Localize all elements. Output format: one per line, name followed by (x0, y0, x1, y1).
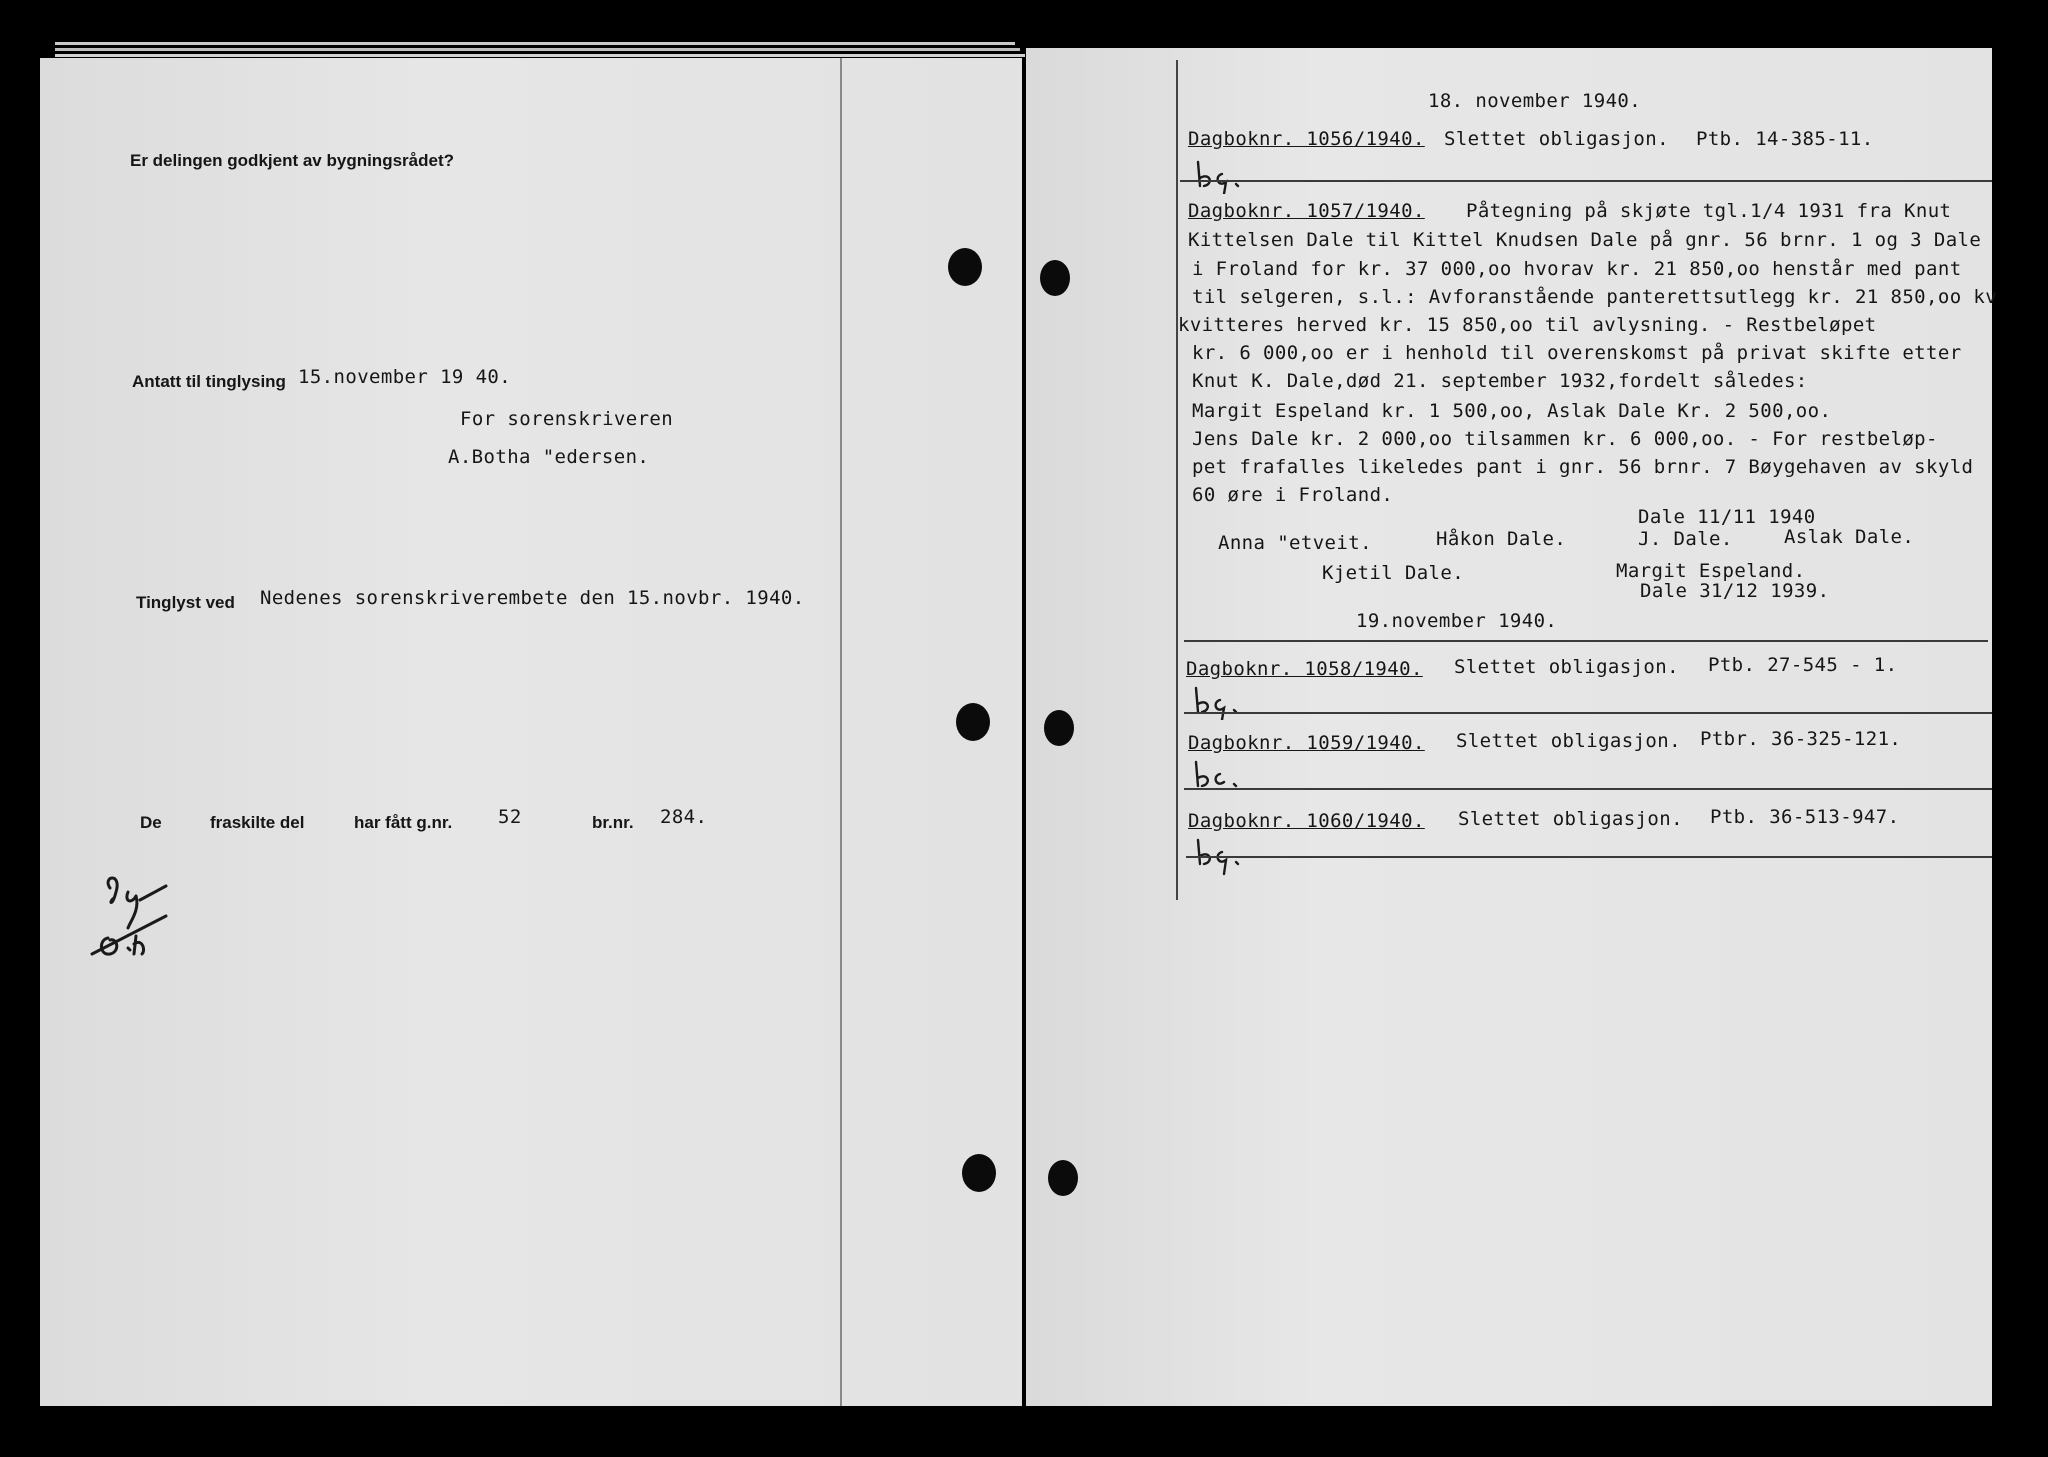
gnr-value: 52 (498, 806, 522, 828)
date-heading-1: 18. november 1940. (1428, 90, 1642, 112)
signature-j-dale: J. Dale. (1638, 528, 1733, 550)
signature-aslak: Aslak Dale. (1784, 526, 1915, 548)
entry-1059-number: Dagboknr. 1059/1940. (1188, 732, 1425, 754)
entry-1057-number: Dagboknr. 1057/1940. (1188, 200, 1425, 222)
entry-1057-line-8: Margit Espeland kr. 1 500,oo, Aslak Dale Kr. 2 500,oo. (1192, 400, 1832, 422)
rule (1180, 180, 1992, 182)
punch-hole (1044, 710, 1074, 746)
antatt-date: 15.november 19 40. (298, 366, 512, 388)
signature-anna: Anna "etveit. (1218, 532, 1372, 554)
place-date-2: Dale 31/12 1939. (1640, 580, 1830, 602)
place-date-1: Dale 11/11 1940 (1638, 506, 1816, 528)
signature-kjetil: Kjetil Dale. (1322, 562, 1465, 584)
entry-1058-text: Slettet obligasjon. (1454, 656, 1679, 678)
punch-hole (962, 1154, 996, 1192)
margin-line (1176, 60, 1178, 900)
entry-1057-line-11: 60 øre i Froland. (1192, 484, 1394, 506)
punch-hole (956, 703, 990, 741)
punch-hole (948, 248, 982, 286)
entry-1059-text: Slettet obligasjon. (1456, 730, 1681, 752)
signature-hakon: Håkon Dale. (1436, 528, 1567, 550)
entry-1057-line-10: pet frafalles likeledes pant i gnr. 56 brnr. 7 Bøygehaven av skyld (1192, 456, 1974, 478)
har-fatt-label: har fått g.nr. (354, 813, 453, 832)
for-sorenskriveren: For sorenskriveren (460, 408, 674, 430)
fraskilte-label: fraskilte del (210, 813, 305, 832)
brnr-value: 284. (660, 806, 708, 828)
entry-1057-line-3: i Froland for kr. 37 000,oo hvorav kr. 21 850,oo henstår med pant (1192, 258, 1962, 280)
punch-hole (1040, 260, 1070, 296)
de-label: De (140, 813, 162, 832)
page-edge (55, 48, 1020, 51)
entry-1057-line-7: Knut K. Dale,død 21. september 1932,fordelt således: (1192, 370, 1808, 392)
brnr-label: br.nr. (592, 813, 634, 832)
tinglyst-text: Nedenes sorenskriverembete den 15.novbr. 1940. (260, 587, 805, 609)
entry-1056-text: Slettet obligasjon. (1444, 128, 1669, 150)
entry-1057-line-5: kvitteres herved kr. 15 850,oo til avlysning. - Restbeløpet (1178, 314, 1877, 336)
entry-1060-ptb: Ptb. 36-513-947. (1710, 806, 1900, 828)
entry-1057-line-6: kr. 6 000,oo er i henhold til overenskomst på privat skifte etter (1192, 342, 1962, 364)
handwritten-mark (1192, 158, 1252, 194)
entry-1057-line-1: Påtegning på skjøte tgl.1/4 1931 fra Knut (1466, 200, 1952, 222)
entry-1058-number: Dagboknr. 1058/1940. (1186, 658, 1423, 680)
signature-margit: Margit Espeland. (1616, 560, 1806, 582)
margin-line (840, 58, 842, 1406)
entry-1060-text: Slettet obligasjon. (1458, 808, 1683, 830)
date-heading-2: 19.november 1940. (1356, 610, 1558, 632)
handwritten-mark (1190, 684, 1250, 720)
punch-hole (1048, 1160, 1078, 1196)
left-page (40, 58, 1022, 1406)
tinglyst-label: Tinglyst ved (136, 593, 235, 612)
entry-1057-line-2: Kittelsen Dale til Kittel Knudsen Dale på gnr. 56 brnr. 1 og 3 Dale (1188, 229, 1982, 251)
entry-1060-number: Dagboknr. 1060/1940. (1188, 810, 1425, 832)
entry-1059-ptb: Ptbr. 36-325-121. (1700, 728, 1902, 750)
page-edge (55, 42, 1015, 45)
entry-1056-ptb: Ptb. 14-385-11. (1696, 128, 1874, 150)
rule (1184, 788, 1992, 790)
entry-1057-line-4: til selgeren, s.l.: Avforanstående panterettsutlegg kr. 21 850,oo kv (1192, 286, 1998, 308)
rule (1186, 856, 1992, 858)
right-page (1026, 48, 1998, 1406)
approval-question: Er delingen godkjent av bygningsrådet? (130, 151, 454, 170)
signer-name: A.Botha "edersen. (448, 446, 650, 468)
rule (1184, 640, 1988, 642)
entry-1056-number: Dagboknr. 1056/1940. (1188, 128, 1425, 150)
antatt-label: Antatt til tinglysing (132, 372, 286, 391)
rule (1184, 712, 1992, 714)
page-edge (55, 54, 1025, 57)
handwritten-initials (70, 858, 190, 968)
entry-1058-ptb: Ptb. 27-545 - 1. (1708, 654, 1898, 676)
entry-1057-line-9: Jens Dale kr. 2 000,oo tilsammen kr. 6 000,oo. - For restbeløp- (1192, 428, 1938, 450)
